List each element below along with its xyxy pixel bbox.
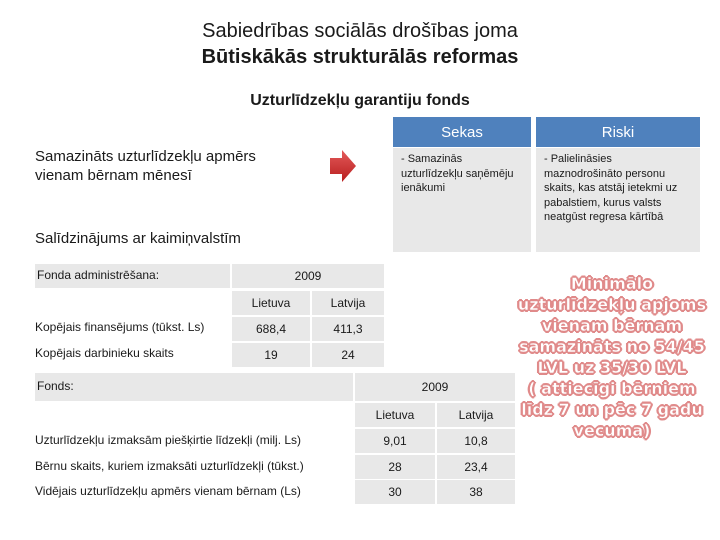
title-line-1: Sabiedrības sociālās drošības joma (202, 20, 518, 42)
admin-label-cell (35, 264, 230, 288)
row-label: Kopējais darbinieku skaits (35, 346, 174, 360)
admin-col-lietuva: Lietuva (232, 291, 310, 315)
highlight-line: līdz 7 un pēc 7 gadu (521, 400, 703, 419)
admin-label: Fonda administrēšana: (37, 268, 160, 282)
fund-year: 2009 (355, 373, 515, 401)
highlight-line: Minimālo (570, 274, 654, 293)
table-row (35, 484, 353, 504)
fund-cell: 28 (355, 455, 435, 479)
fund-cell: 10,8 (437, 429, 515, 453)
highlight-line: samazināts no 54/45 (519, 337, 705, 356)
highlight-line: uzturlīdzekļu apjoms (517, 295, 707, 314)
fund-cell: 38 (437, 480, 515, 504)
sekas-cell (393, 148, 531, 252)
highlight-line: vecuma) (573, 421, 651, 440)
admin-col-latvija: Latvija (312, 291, 384, 315)
sekas-header: Sekas (393, 117, 531, 147)
table-row (35, 320, 230, 340)
highlight-note (512, 273, 712, 441)
row-label: Kopējais finansējums (tūkst. Ls) (35, 320, 205, 334)
row-label: Vidējais uzturlīdzekļu apmērs vienam bērnam (Ls) (35, 484, 301, 498)
admin-cell: 24 (312, 343, 384, 367)
right-arrow-icon (330, 150, 356, 182)
fund-cell: 23,4 (437, 455, 515, 479)
riski-header: Riski (536, 117, 700, 147)
admin-cell: 688,4 (232, 317, 310, 341)
highlight-line: vienam bērnam (541, 316, 683, 335)
fund-cell: 30 (355, 480, 435, 504)
row-label: Bērnu skaits, kuriem izmaksāti uzturlīdzekļi (tūkst.) (35, 459, 304, 473)
fund-col-lietuva: Lietuva (355, 403, 435, 427)
fund-label: Fonds: (37, 379, 74, 393)
reduction-text: Samazināts uzturlīdzekļu apmērs vienam bērnam mēnesī (35, 148, 256, 184)
row-label: Uzturlīdzekļu izmaksām piešķirtie līdzekļi (milj. Ls) (35, 433, 302, 447)
fund-cell: 9,01 (355, 429, 435, 453)
subtitle: Uzturlīdzekļu garantiju fonds (250, 92, 470, 109)
admin-cell: 19 (232, 343, 310, 367)
highlight-line: LVL uz 35/30 LVL (537, 358, 687, 377)
highlight-line: ( attiecīgi bērniem (528, 379, 696, 398)
sekas-text: - Samazinās uzturlīdzekļu saņēmēju ienākumi (401, 153, 514, 194)
admin-year: 2009 (232, 264, 384, 288)
table-row (35, 346, 230, 366)
admin-cell: 411,3 (312, 317, 384, 341)
fund-col-latvija: Latvija (437, 403, 515, 427)
table-row (35, 459, 353, 479)
riski-text: - Palielināsies maznodrošināto personu skaits, kas atstāj ietekmi uz pabalstiem, kurus valsts neatgūst regresa kārtībā (544, 153, 678, 223)
comparison-title: Salīdzinājums ar kaimiņvalstīm (35, 230, 241, 247)
table-row (35, 433, 353, 453)
title-line-2: Būtiskākās strukturālās reformas (201, 46, 519, 68)
fund-label-cell (35, 373, 353, 401)
riski-cell (536, 148, 700, 252)
